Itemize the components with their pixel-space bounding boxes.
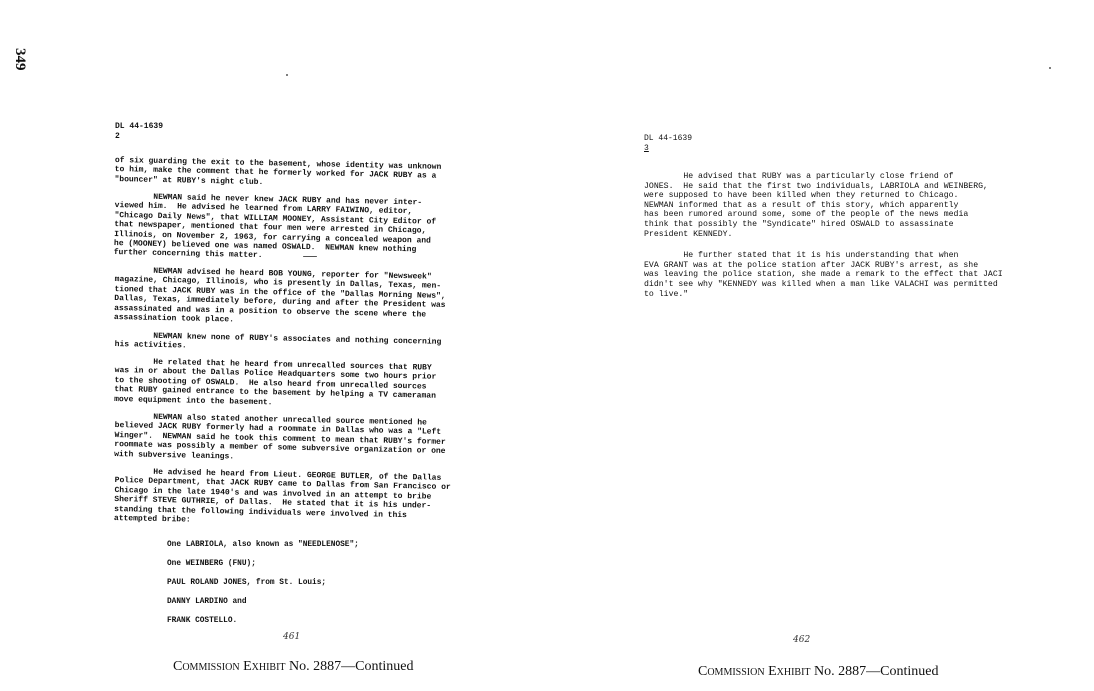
scan-speck xyxy=(1049,67,1051,69)
paragraph: He further stated that it is his understanding that when EVA GRANT was at the police station after JACK RUBY's arrest, as she was leaving the police station, she made a remark to the effect that JACI didn't see why "KENNEDY was killed when a man like VALACHI was permitted to live." xyxy=(644,251,1003,299)
handwritten-page-mark: 462 xyxy=(793,635,811,645)
scan-speck xyxy=(303,256,317,257)
left-document-page xyxy=(115,122,515,524)
caption-number: No. 2887—Continued xyxy=(289,659,414,674)
paragraph: He advised he heard from Lieut. GEORGE BUTLER, of the Dallas Police Department, that JACK RUBY came to Dallas from San Francisco or Chicago in the late 1940's and was involved in an attempt to bribe Sheriff STEVE GUTHRIE, of Dallas. He stated that it is his under- standing that the following individuals were involved in this attempted bribe: xyxy=(113,467,451,526)
caption-number: No. 2887—Continued xyxy=(814,664,939,679)
scan-speck xyxy=(286,74,288,76)
bribe-list-item: One WEINBERG (FNU); xyxy=(167,560,256,568)
bribe-list-item: PAUL ROLAND JONES, from St. Louis; xyxy=(167,579,327,587)
bribe-list-item: FRANK COSTELLO. xyxy=(167,617,238,625)
caption-prefix: Commission Exhibit xyxy=(173,659,286,674)
page-sub-number: 3 xyxy=(644,144,649,153)
paragraph: He advised that RUBY was a particularly close friend of JONES. He said that the first two individuals, LABRIOLA and WEINBERG, were supposed to have been killed when they returned to Chicago. NEWMAN informed that as a result of this story, which apparently has been rumored around some, some of the people of the news media think that possibly the "Syndicate" hired OSWALD to assassinate President KENNEDY. xyxy=(644,172,988,239)
paragraph: NEWMAN knew none of RUBY's associates and nothing concerning his activities. xyxy=(114,330,442,351)
page-sub-number: 2 xyxy=(115,132,120,141)
file-number: DL 44-1639 xyxy=(644,134,693,143)
paragraph: NEWMAN said he never knew JACK RUBY and has never inter- viewed him. He advised he learned from LARRY FAIWINO, editor, "Chicago Daily News", that WILLIAM MOONEY, Assistant City Editor of that newspaper, mentioned that four men were arrested in Chicago, Illinois, on November 2, 1963, for carrying a concealed weapon and he (MOONEY) believed one was named OSWALD. NEWMAN knew nothing further concerning this matter. xyxy=(113,192,437,261)
paragraph: NEWMAN also stated another unrecalled source mentioned he believed JACK RUBY formerly had a roommate in Dallas who was a "Left Winger". NEWMAN said he took this comment to mean that RUBY's former roommate was possibly a member of some subversive organization or one with subversive leanings. xyxy=(114,412,446,462)
bribe-list-item: One LABRIOLA, also known as "NEEDLENOSE"; xyxy=(167,541,359,549)
exhibit-caption xyxy=(698,664,938,680)
handwritten-page-mark: 461 xyxy=(283,632,301,642)
right-document-page xyxy=(644,134,1064,299)
file-number: DL 44-1639 xyxy=(115,122,164,131)
bribe-list-item: DANNY LARDINO and xyxy=(167,598,247,606)
paragraph: of six guarding the exit to the basement, whose identity was unknown to him, make the comment that he formerly worked for JACK RUBY as a "bouncer" at RUBY's night club. xyxy=(114,156,442,187)
paragraph: He related that he heard from unrecalled sources that RUBY was in or about the Dallas Police Headquarters some two hours prior to the shooting of OSWALD. He also heard from unrecalled sources that RUBY gained entrance to the basement by helping a TV cameraman move equipment into the basement. xyxy=(114,357,437,408)
caption-prefix: Commission Exhibit xyxy=(698,664,811,679)
exhibit-caption xyxy=(173,659,413,675)
paragraph: NEWMAN advised he heard BOB YOUNG, reporter for "Newsweek" magazine, Chicago, Illinois, who is presently in Dallas, Texas, men- tioned that JACK RUBY was in the office of the "Dallas Morning News", Dallas, Texas, immediately before, during and after the President was assassinated and was in a position to observe the scene where the assassination took place. xyxy=(113,266,446,325)
page-number: 349 xyxy=(12,48,28,71)
